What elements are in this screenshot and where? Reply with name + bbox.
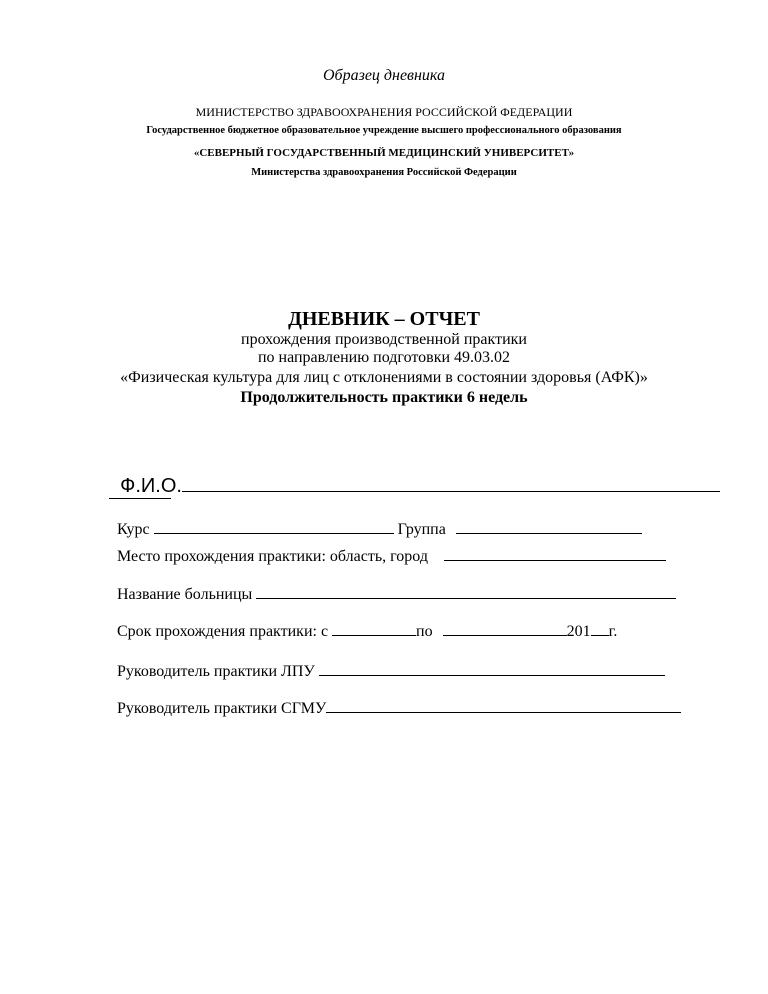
place-field xyxy=(109,533,666,565)
term-year-label: 201 xyxy=(566,623,591,640)
supervisor-lpu-field xyxy=(109,648,665,680)
hospital-label: Название больницы xyxy=(117,586,253,603)
term-from-blank[interactable] xyxy=(332,634,416,636)
practice-duration: Продолжительность практики 6 недель xyxy=(240,389,528,406)
term-field xyxy=(109,608,617,640)
supervisor-sgmu-field xyxy=(109,685,681,717)
course-label: Курс xyxy=(117,521,150,538)
fio-blank-continuation[interactable] xyxy=(109,497,171,499)
group-label: Группа xyxy=(397,521,446,538)
place-blank[interactable] xyxy=(444,559,666,561)
document-title: ДНЕВНИК – ОТЧЕТ xyxy=(288,308,480,330)
institution-type: Государственное бюджетное образовательное учреждение высшего профессионального образования xyxy=(146,125,622,136)
term-to-label: по xyxy=(416,623,433,640)
fio-blank[interactable] xyxy=(182,490,720,492)
title-line-3: «Физическая культура для лиц с отклонениями в состоянии здоровья (АФК)» xyxy=(120,369,648,386)
hospital-field xyxy=(109,571,676,603)
title-line-1: прохождения производственной практики xyxy=(241,331,527,348)
term-year-suffix: г. xyxy=(608,623,618,640)
term-to-blank[interactable] xyxy=(443,634,567,636)
hospital-blank[interactable] xyxy=(256,597,676,599)
sample-label: Образец дневника xyxy=(322,67,446,84)
ministry-heading: МИНИСТЕРСТВО ЗДРАВООХРАНЕНИЯ РОССИЙСКОЙ ФЕДЕРАЦИИ xyxy=(195,105,573,119)
supervisor-lpu-blank[interactable] xyxy=(319,674,665,676)
title-line-2: по направлению подготовки 49.03.02 xyxy=(257,349,511,366)
supervisor-lpu-label: Руководитель практики ЛПУ xyxy=(117,663,315,680)
term-label: Срок прохождения практики: с xyxy=(117,623,329,640)
supervisor-sgmu-blank[interactable] xyxy=(326,711,681,713)
ministry-of: Министерства здравоохранения Российской Федерации xyxy=(251,167,517,178)
place-label: Место прохождения практики: область, город xyxy=(117,548,428,565)
university-name: «СЕВЕРНЫЙ ГОСУДАРСТВЕННЫЙ МЕДИЦИНСКИЙ УНИВЕРСИТЕТ» xyxy=(193,147,575,159)
term-year-blank[interactable] xyxy=(591,634,609,636)
fio-field xyxy=(109,456,720,496)
fio-label: Ф.И.О. xyxy=(120,475,182,497)
supervisor-sgmu-label: Руководитель практики СГМУ xyxy=(117,700,327,717)
